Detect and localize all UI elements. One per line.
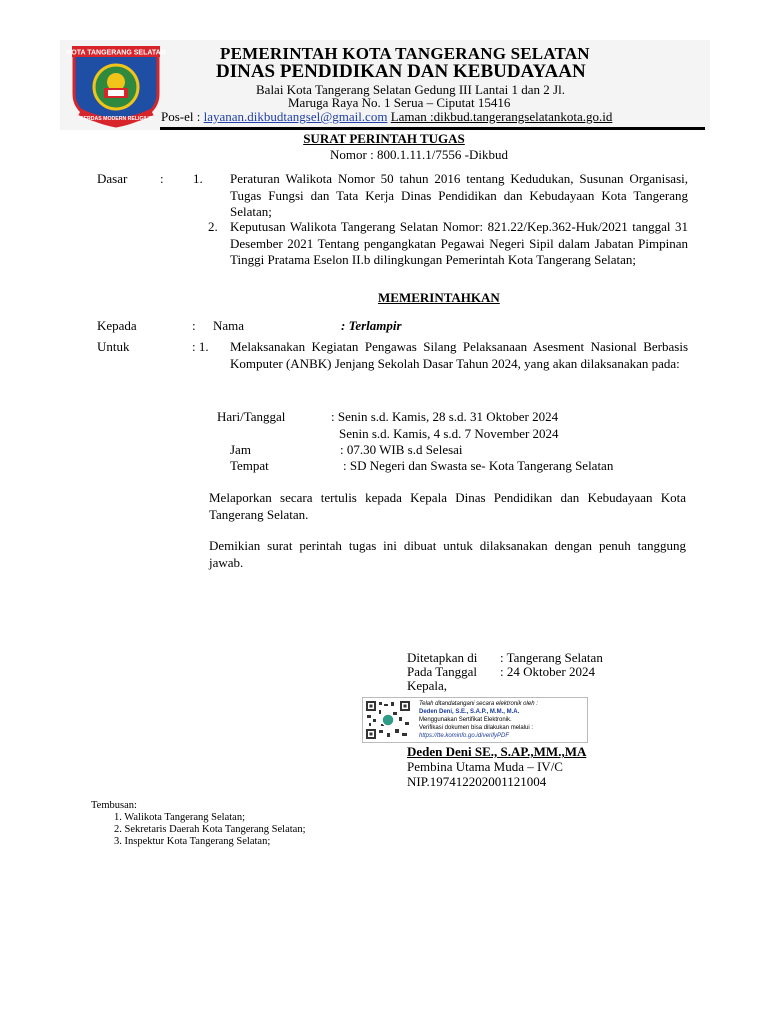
email-link[interactable]: layanan.dikbudtangsel@gmail.com — [203, 109, 388, 124]
dasar-item-2-number: 2. — [208, 219, 218, 234]
hari-label: Hari/Tanggal — [217, 409, 286, 424]
esign-signer-name: Deden Deni, S.E., S.A.P., M.M., M.A. — [419, 709, 520, 715]
hari-value-2: Senin s.d. Kamis, 4 s.d. 7 November 2024 — [339, 426, 559, 441]
tanggal-value: : 24 Oktober 2024 — [500, 664, 595, 679]
email-label: Pos-el : — [161, 109, 201, 124]
signer-name: Deden Deni SE., S.AP.,MM.,MA — [407, 744, 587, 759]
nama-label: Nama — [213, 318, 245, 333]
logo-top-text: KOTA TANGERANG SELATAN — [66, 49, 166, 57]
jam-label: Jam — [230, 442, 251, 457]
tempat-value: : SD Negeri dan Swasta se- Kota Tangerang Selatan — [343, 458, 614, 473]
letterhead — [60, 40, 710, 132]
qr-code[interactable] — [365, 700, 411, 740]
signer-nip: NIP.197412202001121004 — [407, 774, 547, 789]
electronic-signature-box — [362, 697, 588, 743]
letter-title: SURAT PERINTAH TUGAS — [303, 131, 465, 146]
tanggal-label: Pada Tanggal — [407, 664, 477, 679]
esign-line-3: Menggunakan Sertifikat Elektronik. — [419, 717, 512, 723]
tempat-label: Tempat — [230, 458, 269, 473]
jam-value: : 07.30 WIB s.d Selesai — [340, 442, 463, 457]
esign-line-4: Verifikasi dokumen bisa dilakukan melalui : — [419, 725, 534, 731]
address-line-1: Balai Kota Tangerang Selatan Gedung III Lantai 1 dan 2 Jl. — [256, 82, 565, 97]
tembusan-item-1: 1. Walikota Tangerang Selatan; — [114, 812, 245, 823]
letter-number: Nomor : 800.1.11.1/7556 -Dikbud — [330, 147, 508, 162]
logo-motto-text: CERDAS MODERN RELIGIUS — [79, 116, 153, 122]
signer-rank: Pembina Utama Muda – IV/C — [407, 759, 563, 774]
dasar-item-1-text: Peraturan Walikota Nomor 50 tahun 2016 tentang Kedudukan, Susunan Organisasi, Tugas Fungsi dan Tata Kerja Dinas Pendidikan dan Kebudayaan Kota Tangerang Selatan; — [230, 171, 688, 220]
ditetapkan-value: : Tangerang Selatan — [500, 650, 603, 665]
city-logo — [66, 44, 166, 128]
ditetapkan-label: Ditetapkan di — [407, 650, 478, 665]
tembusan-item-3: 3. Inspektur Kota Tangerang Selatan; — [114, 836, 271, 847]
memerintahkan-heading: MEMERINTAHKAN — [378, 290, 500, 305]
address-line-2: Maruga Raya No. 1 Serua – Ciputat 15416 — [288, 95, 511, 110]
tembusan-item-2: 2. Sekretaris Daerah Kota Tangerang Selatan; — [114, 824, 306, 835]
esign-line-1: Telah ditandatangani secara elektronik oleh : — [419, 701, 538, 707]
header-divider — [160, 127, 705, 130]
nama-value: : Terlampir — [341, 318, 402, 333]
untuk-text: Melaksanakan Kegiatan Pengawas Silang Pelaksanaan Asesment Nasional Berbasis Komputer (ANBK) Jenjang Sekolah Dasar Tahun 2024, yang akan dilaksanakan pada: — [230, 339, 688, 371]
hari-value-1: : Senin s.d. Kamis, 28 s.d. 31 Oktober 2024 — [331, 409, 559, 424]
dasar-item-1-number: 1. — [193, 171, 203, 186]
government-title: PEMERINTAH KOTA TANGERANG SELATAN — [220, 44, 590, 63]
untuk-label: Untuk — [97, 339, 130, 354]
untuk-number: : 1. — [192, 339, 209, 354]
dasar-label: Dasar — [97, 171, 128, 186]
esign-verify-link[interactable]: https://tte.kominfo.go.id/verifyPDF — [419, 733, 510, 739]
kepala-label: Kepala, — [407, 678, 448, 693]
demikian-paragraph: Demikian surat perintah tugas ini dibuat untuk dilaksanakan dengan penuh tanggung jawab. — [209, 538, 686, 570]
dasar-colon: : — [160, 171, 164, 186]
kepada-label: Kepada — [97, 318, 137, 333]
website-link[interactable]: Laman :dikbud.tangerangselatankota.go.id — [390, 109, 613, 124]
melaporkan-paragraph: Melaporkan secara tertulis kepada Kepala Dinas Pendidikan dan Kebudayaan Kota Tangerang Selatan. — [209, 490, 686, 522]
kepada-colon: : — [192, 318, 196, 333]
dasar-item-2-text: Keputusan Walikota Tangerang Selatan Nomor: 821.22/Kep.362-Huk/2021 tanggal 31 Desember 2021 Tentang pengangkatan Pegawai Negeri Sipil dalam Jabatan Pimpinan Tinggi Pratama Eselon II.b dilingkungan Pemerintah Kota Tangerang Selatan; — [230, 219, 688, 268]
tembusan-label: Tembusan: — [91, 800, 137, 811]
department-title: DINAS PENDIDIKAN DAN KEBUDAYAAN — [216, 61, 586, 82]
contact-line — [161, 109, 612, 125]
